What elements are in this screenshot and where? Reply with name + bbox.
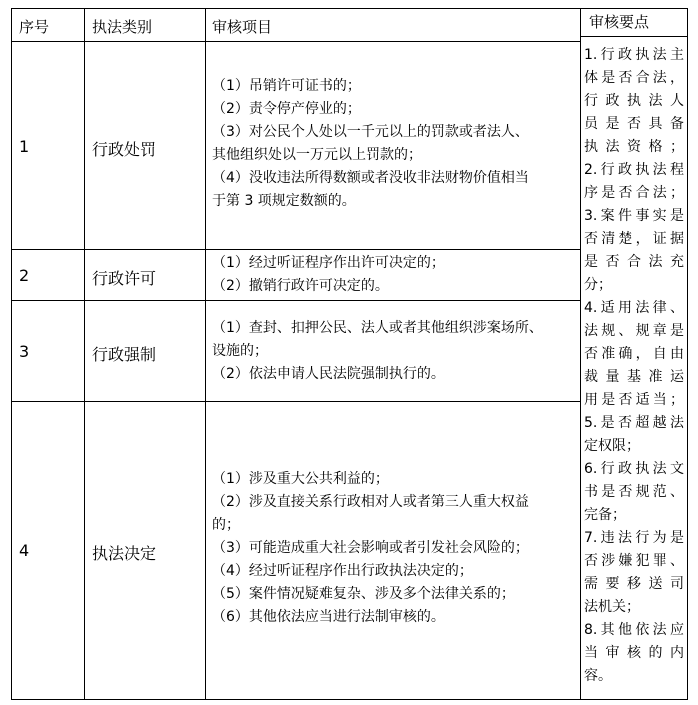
row-divider-1 xyxy=(11,249,580,250)
review-point-line: 员是否具备 xyxy=(584,116,684,132)
table-border-bottom xyxy=(11,699,688,700)
row-4-item-line: （6）其他依法应当进行法制审核的。 xyxy=(212,609,445,625)
row-2-items xyxy=(212,252,445,298)
row-4-item-line: （5）案件情况疑难复杂、涉及多个法律关系的； xyxy=(212,586,515,602)
review-point-line: 1.行政执法主 xyxy=(584,47,684,63)
review-point-line: 当审核的内 xyxy=(584,645,684,661)
points-header-bottom-line xyxy=(580,36,688,37)
row-1-seq: 1 xyxy=(19,137,30,156)
row-1-item-line: （1）吊销许可证书的； xyxy=(212,78,361,94)
table-border-left xyxy=(11,8,12,700)
review-point-line: 8.其他依法应 xyxy=(584,622,684,638)
review-point-line: 定权限； xyxy=(584,438,640,454)
table-border-top xyxy=(11,8,688,9)
header-points: 审核要点 xyxy=(589,13,650,31)
table-border-right xyxy=(687,8,688,700)
row-2-category: 行政许可 xyxy=(92,269,157,288)
column-divider-1 xyxy=(84,8,85,700)
review-point-line: 需要移送司 xyxy=(584,576,684,592)
header-seq: 序号 xyxy=(19,18,50,36)
review-points xyxy=(584,44,684,688)
header-items: 审核项目 xyxy=(212,18,273,36)
review-point-line: 7.违法行为是 xyxy=(584,530,684,546)
review-point-line: 行政执法人 xyxy=(584,93,684,109)
row-2-item-line: （1）经过听证程序作出许可决定的； xyxy=(212,255,445,271)
review-point-line: 完备； xyxy=(584,507,626,523)
row-3-items xyxy=(212,317,543,386)
row-4-category: 执法决定 xyxy=(92,544,157,563)
review-point-line: 裁量基准运 xyxy=(584,369,684,385)
review-point-line: 3.案件事实是 xyxy=(584,208,684,224)
row-4-item-line: 的； xyxy=(212,517,240,533)
review-point-line: 否涉嫌犯罪、 xyxy=(584,553,684,569)
review-point-line: 4.适用法律、 xyxy=(584,300,684,316)
header-bottom-line xyxy=(11,41,580,42)
review-point-line: 是否合法充 xyxy=(584,254,684,270)
row-4-item-line: （3）可能造成重大社会影响或者引发社会风险的； xyxy=(212,540,529,556)
row-4-item-line: （4）经过听证程序作出行政执法决定的； xyxy=(212,563,473,579)
row-2-item-line: （2）撤销行政许可决定的。 xyxy=(212,278,389,294)
row-1-item-line: 于第 3 项规定数额的。 xyxy=(212,193,356,209)
row-4-seq: 4 xyxy=(19,541,30,560)
row-2-seq: 2 xyxy=(19,266,30,285)
review-point-line: 6.行政执法文 xyxy=(584,461,684,477)
row-3-item-line: （1）查封、扣押公民、法人或者其他组织涉案场所、 xyxy=(212,320,543,336)
review-point-line: 用是否适当； xyxy=(584,392,684,408)
review-point-line: 执法资格； xyxy=(584,139,684,155)
row-3-seq: 3 xyxy=(19,342,30,361)
review-point-line: 序是否合法； xyxy=(584,185,684,201)
row-1-items xyxy=(212,75,529,213)
review-point-line: 否准确，自由 xyxy=(584,346,684,362)
row-1-category: 行政处罚 xyxy=(92,140,157,159)
review-point-line: 法机关； xyxy=(584,599,640,615)
row-4-item-line: （1）涉及重大公共利益的； xyxy=(212,471,389,487)
review-point-line: 体是否合法， xyxy=(584,70,684,86)
review-point-line: 否清楚，证据 xyxy=(584,231,684,247)
column-divider-2 xyxy=(205,8,206,700)
row-1-item-line: （3）对公民个人处以一千元以上的罚款或者法人、 xyxy=(212,124,529,140)
review-point-line: 容。 xyxy=(584,668,612,684)
review-point-line: 分； xyxy=(584,277,612,293)
review-point-line: 5.是否超越法 xyxy=(584,415,684,431)
row-4-items xyxy=(212,468,529,629)
row-1-item-line: （4）没收违法所得数额或者没收非法财物价值相当 xyxy=(212,170,529,186)
row-3-category: 行政强制 xyxy=(92,345,157,364)
row-1-item-line: （2）责令停产停业的； xyxy=(212,101,361,117)
header-category: 执法类别 xyxy=(92,18,153,36)
review-point-line: 书是否规范、 xyxy=(584,484,684,500)
column-divider-3 xyxy=(580,8,581,700)
row-3-item-line: 设施的； xyxy=(212,343,268,359)
row-1-item-line: 其他组织处以一万元以上罚款的； xyxy=(212,147,422,163)
review-point-line: 法规、规章是 xyxy=(584,323,684,339)
row-4-item-line: （2）涉及直接关系行政相对人或者第三人重大权益 xyxy=(212,494,529,510)
row-3-item-line: （2）依法申请人民法院强制执行的。 xyxy=(212,366,445,382)
row-divider-3 xyxy=(11,401,580,402)
row-divider-2 xyxy=(11,300,580,301)
review-point-line: 2.行政执法程 xyxy=(584,162,684,178)
